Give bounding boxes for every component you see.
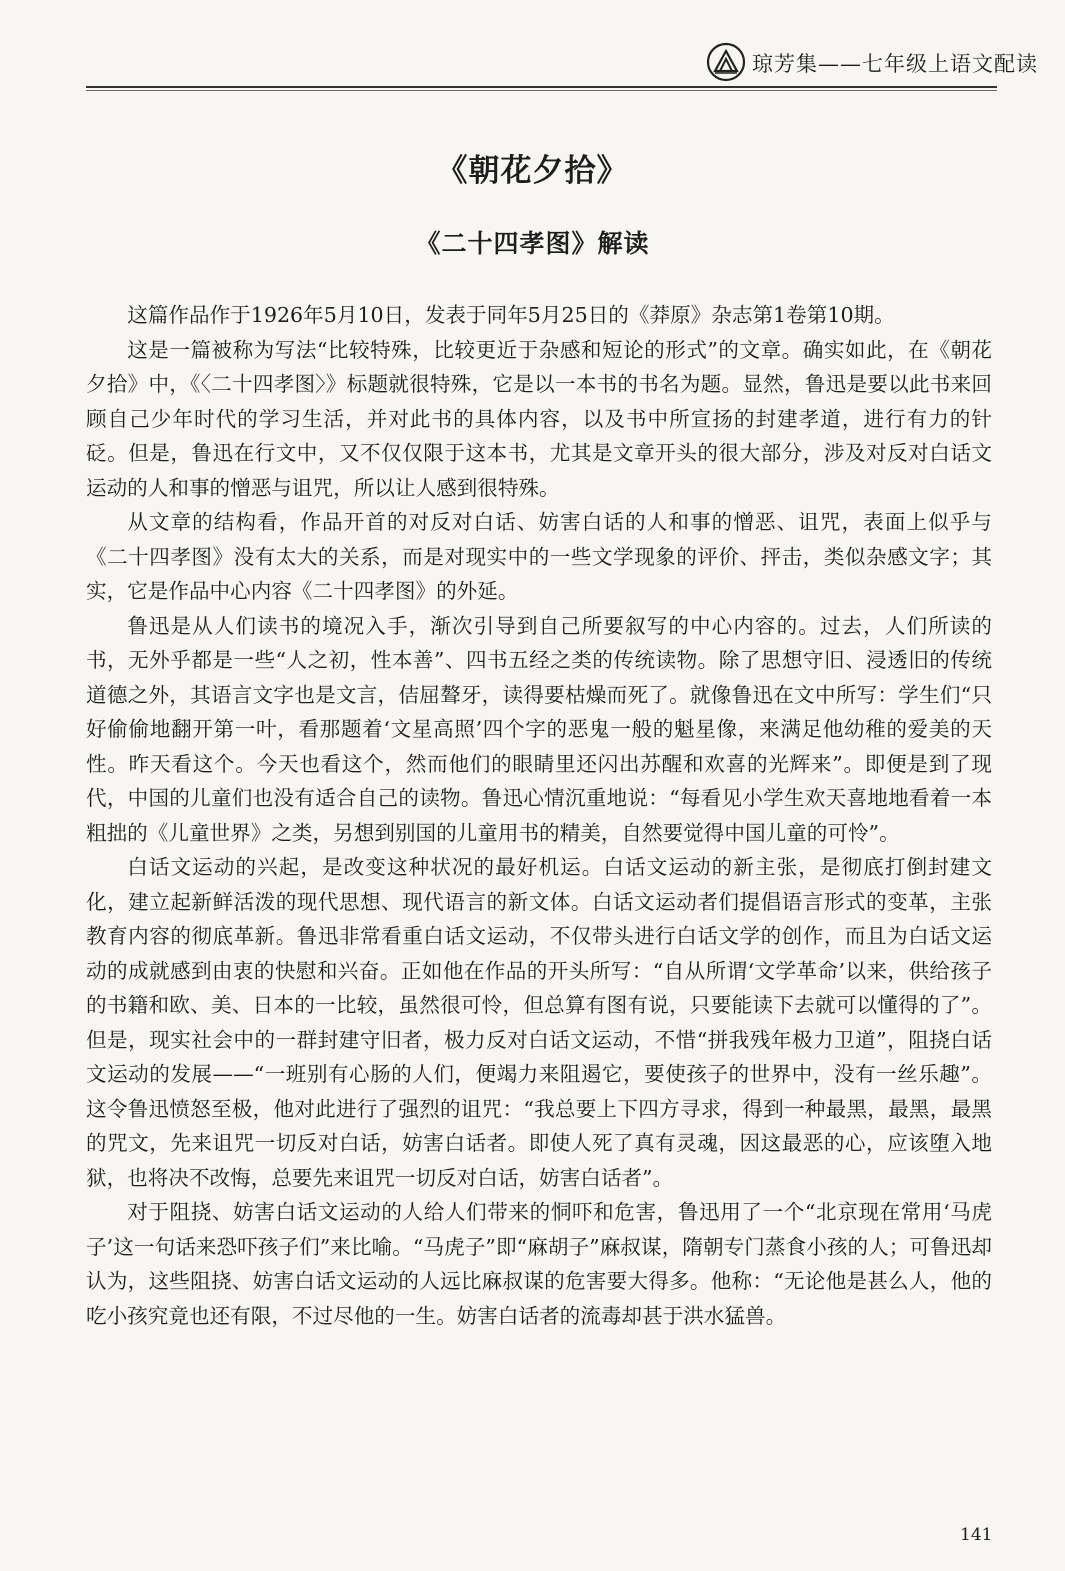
paragraph: 从文章的结构看，作品开首的对反对白话、妨害白话的人和事的憎恶、诅咒，表面上似乎与《二十四孝图》没有太大的关系，而是对现实中的一些文学现象的评价、抨击，类似杂感文字；其实，它是作品中心内容《二十四孝图》的外延。	[86, 510, 992, 603]
paragraph: 这是一篇被称为写法“比较特殊，比较更近于杂感和短论的形式”的文章。确实如此，在《朝花夕拾》中，《〈二十四孝图〉》标题就很特殊，它是以一本书的书名为题。显然，鲁迅是要以此书来回顾自己少年时代的学习生活，并对此书的具体内容，以及书中所宣扬的封建孝道，进行有力的针砭。但是，鲁迅在行文中，又不仅仅限于这本书，尤其是文章开头的很大部分，涉及对反对白话文运动的人和事的憎恶与诅咒，所以让人感到很特殊。	[86, 337, 992, 500]
paragraph: 对于阻挠、妨害白话文运动的人给人们带来的恫吓和危害，鲁迅用了一个“北京现在常用‘马虎子’这一句话来恐吓孩子们”来比喻。“马虎子”即“麻胡子”麻叔谋，隋朝专门蒸食小孩的人；可鲁迅却认为，这些阻挠、妨害白话文运动的人远比麻叔谋的危害要大得多。他称：“无论他是甚么人，他的吃小孩究竟也还有限，不过尽他的一生。妨害白话者的流毒却甚于洪水猛兽。	[86, 1200, 992, 1328]
header-rule	[86, 86, 997, 88]
paragraph: 这篇作品作于1926年5月10日，发表于同年5月25日的《莽原》杂志第1卷第10期。	[127, 303, 895, 327]
paragraph: 鲁迅是从人们读书的境况入手，渐次引导到自己所要叙写的中心内容的。过去，人们所读的书，无外乎都是一些“人之初，性本善”、四书五经之类的传统读物。除了思想守旧、浸透旧的传统道德之外，其语言文字也是文言，佶屈聱牙，读得要枯燥而死了。就像鲁迅在文中所写：学生们“只好偷偷地翻开第一叶，看那题着‘文星高照’四个字的恶鬼一般的魁星像，来满足他幼稚的爱美的天性。昨天看这个。今天也看这个，然而他们的眼睛里还闪出苏醒和欢喜的光辉来”。即便是到了现代，中国的儿童们也没有适合自己的读物。鲁迅心情沉重地说：“每看见小学生欢天喜地地看着一本粗拙的《儿童世界》之类，另想到别国的儿童用书的精美，自然要觉得中国儿童的可怜”。	[86, 613, 992, 845]
paragraph: 白话文运动的兴起，是改变这种状况的最好机运。白话文运动的新主张，是彻底打倒封建文化，建立起新鲜活泼的现代思想、现代语言的新文体。白话文运动者们提倡语言形式的变革，主张教育内容的彻底革新。鲁迅非常看重白话文运动，不仅带头进行白话文学的创作，而且为白话文运动的成就感到由衷的快慰和兴奋。正如他在作品的开头所写：“自从所谓‘文学革命’以来，供给孩子的书籍和欧、美、日本的一比较，虽然很可怜，但总算有图有说，只要能读下去就可以懂得的了”。但是，现实社会中的一群封建守旧者，极力反对白话文运动，不惜“拼我残年极力卫道”，阻挠白话文运动的发展——“一班别有心肠的人们，便竭力来阻遏它，要使孩子的世界中，没有一丝乐趣”。这令鲁迅愤怒至极，他对此进行了强烈的诅咒：“我总要上下四方寻求，得到一种最黑，最黑，最黑的咒文，先来诅咒一切反对白话，妨害白话者。即使人死了真有灵魂，因这最恶的心，应该堕入地狱，也将决不改悔，总要先来诅咒一切反对白话，妨害白话者”。	[86, 855, 992, 1190]
header-title: 琼芳集——七年级上语文配读	[752, 52, 1038, 76]
book-title: 《朝花夕拾》	[436, 153, 629, 189]
header-rule-thin	[86, 90, 997, 91]
chapter-title: 《二十四孝图》解读	[415, 229, 650, 258]
book-emblem-icon	[706, 42, 746, 82]
page-number: 141	[960, 1525, 993, 1545]
body-text	[86, 298, 992, 1333]
running-header	[86, 38, 1038, 88]
